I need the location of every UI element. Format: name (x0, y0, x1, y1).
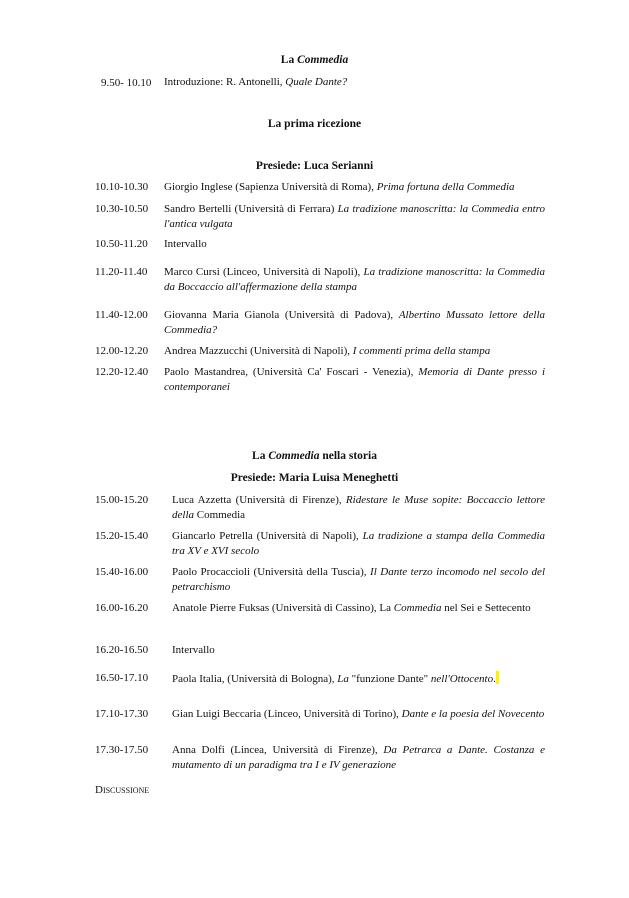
entry-speaker: Gian Luigi Beccaria (Linceo, Università di Torino), (172, 708, 402, 720)
entry-speaker: Luca Azzetta (Università di Firenze), (172, 494, 346, 506)
entry-punct: . (493, 673, 496, 685)
section-heading-commedia-nella-storia (0, 450, 629, 462)
entry-title: La tradizione manoscritta: la Commedia entro l'antica vulgata (164, 203, 545, 230)
heading-text-italic: Commedia (297, 54, 349, 66)
heading-text: nella storia (319, 450, 377, 462)
program-entry (172, 601, 545, 616)
entry-title: Da Petrarca a Dante. Costanza e mutamento di un paradigma tra I e IV generazione (172, 744, 545, 771)
heading-text-italic: Commedia (268, 450, 320, 462)
entry-title: La (337, 673, 349, 685)
entry-speaker: Giovanna Maria Gianola (Università di Padova), (164, 309, 399, 321)
program-entry (172, 643, 542, 658)
section-heading-prima-ricezione: La prima ricezione (267, 118, 362, 130)
entry-title-plain: nel Sei e Settecento (441, 602, 531, 614)
program-entry (164, 365, 545, 395)
entry-speaker: Andrea Mazzucchi (Università di Napoli), (164, 345, 353, 357)
program-entry (172, 565, 545, 595)
entry-title: Ridestare le Muse sopite: Boccaccio lettore della (172, 494, 545, 521)
highlight-mark (496, 671, 499, 684)
time-slot: 9.50- 10.10 (101, 77, 152, 89)
section-heading-commedia (0, 54, 629, 66)
program-entry (172, 529, 545, 559)
entry-speaker: Paolo Procaccioli (Università della Tuscia), (172, 566, 371, 578)
time-slot: 10.30-10.50 (95, 203, 149, 215)
entry-speaker: Introduzione: R. Antonelli, (164, 76, 286, 88)
time-slot: 17.10-17.30 (95, 708, 149, 720)
entry-title: Quale Dante? (285, 76, 348, 88)
entry-speaker: Paola Italia, (Università di Bologna), (172, 673, 338, 685)
entry-title: nell'Ottocento (430, 673, 494, 685)
time-slot: 12.20-12.40 (95, 366, 149, 378)
entry-speaker: Marco Cursi (Linceo, Università di Napoli), (164, 266, 364, 278)
time-slot: 12.00-12.20 (95, 345, 149, 357)
time-slot: 10.10-10.30 (95, 181, 149, 193)
entry-title: I commenti prima della stampa (352, 345, 491, 357)
time-slot: 15.20-15.40 (95, 530, 149, 542)
entry-speaker: Giorgio Inglese (Sapienza Università di Roma), (164, 181, 377, 193)
entry-speaker: Anna Dolfi (Lincea, Università di Firenze), (172, 744, 384, 756)
entry-speaker: Paolo Mastandrea, (Università Ca' Foscari - Venezia), (164, 366, 419, 378)
time-slot: 10.50-11.20 (95, 238, 148, 250)
program-entry (164, 308, 545, 338)
closing-discussion: Discussione (95, 784, 150, 796)
entry-title-plain: "funzione Dante" (348, 673, 431, 685)
entry-title: La tradizione manoscritta: la Commedia da Boccaccio all'affermazione della stampa (164, 266, 545, 293)
entry-break: Intervallo (172, 644, 215, 656)
program-entry (172, 671, 542, 687)
heading-text: La (280, 54, 298, 66)
program-entry (164, 237, 544, 252)
entry-title: Il Dante terzo incomodo nel secolo del petrarchismo (172, 566, 546, 593)
time-slot: 16.20-16.50 (95, 644, 149, 656)
session-chair: Presiede: Luca Serianni (255, 160, 374, 172)
time-slot: 11.40-12.00 (95, 309, 148, 321)
time-slot: 15.00-15.20 (95, 494, 149, 506)
entry-title: Prima fortuna della Commedia (376, 181, 515, 193)
program-entry (164, 202, 545, 232)
session-chair: Presiede: Maria Luisa Meneghetti (230, 472, 399, 484)
entry-title: Commedia (393, 602, 442, 614)
program-entry (164, 265, 545, 295)
time-slot: 16.00-16.20 (95, 602, 149, 614)
program-entry (164, 180, 544, 195)
time-slot: 17.30-17.50 (95, 744, 149, 756)
entry-break: Intervallo (164, 238, 207, 250)
program-entry (164, 75, 544, 90)
entry-speaker: Anatole Pierre Fuksas (Università di Cassino), La (172, 602, 394, 614)
entry-speaker: Sandro Bertelli (Università di Ferrara) (164, 203, 338, 215)
entry-title-plain: Commedia (194, 509, 246, 521)
entry-title: Albertino Mussato lettore della Commedia? (164, 309, 546, 336)
time-slot: 11.20-11.40 (95, 266, 148, 278)
program-entry (172, 493, 545, 523)
time-slot: 16.50-17.10 (95, 672, 149, 684)
entry-title: Memoria di Dante presso i contemporanei (164, 366, 546, 393)
entry-speaker: Giancarlo Petrella (Università di Napoli), (172, 530, 363, 542)
entry-title: Dante e la poesia del Novecento (401, 708, 545, 720)
time-slot: 15.40-16.00 (95, 566, 149, 578)
program-entry (172, 707, 545, 722)
heading-text: La (252, 450, 269, 462)
program-entry (172, 743, 545, 773)
entry-title: La tradizione a stampa della Commedia tra XV e XVI secolo (172, 530, 545, 557)
program-entry (164, 344, 544, 359)
